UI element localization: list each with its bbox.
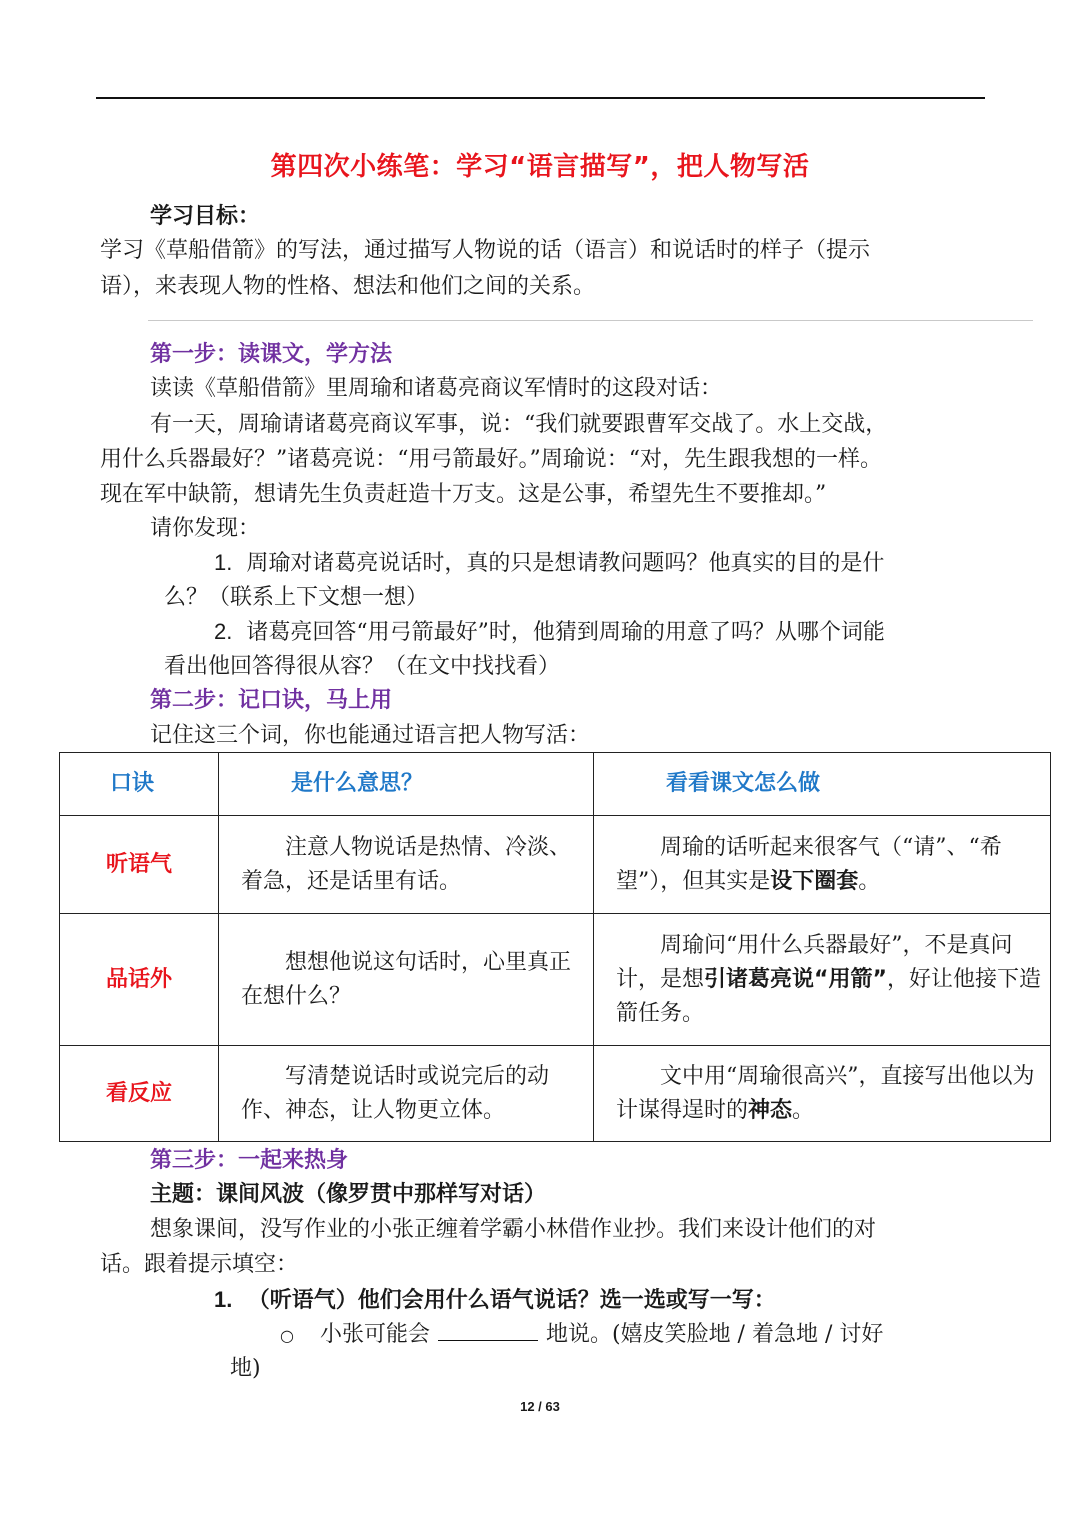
header-meaning: 是什么意思？	[219, 753, 594, 816]
row-example-cell	[594, 1046, 1051, 1142]
question-1-text: 周瑜对诸葛亮说话时，真的只是想请教问题吗？他真实的目的是什	[246, 551, 885, 576]
row-example	[594, 929, 1050, 1031]
step2-heading: 第二步：记口诀，马上用	[150, 688, 393, 713]
step2-intro: 记住这三个词，你也能通过语言把人物写活：	[150, 723, 591, 748]
question-2-line-2: 看出他回答得很从容？（在文中找找看）	[164, 654, 561, 679]
row-key: 听语气	[60, 816, 219, 914]
question-2-text: 诸葛亮回答“用弓箭最好”时，他猜到周瑜的用意了吗？从哪个词能	[246, 620, 885, 645]
fill-item-1	[214, 1283, 776, 1318]
tips-table	[59, 752, 1051, 1142]
fill-item-number: 1.	[214, 1287, 233, 1312]
row-key: 品话外	[60, 914, 219, 1046]
fill-blank[interactable]	[438, 1318, 538, 1341]
question-1	[214, 546, 884, 581]
example-highlight: 引诸葛亮说“用箭”	[704, 966, 887, 992]
example-text: 周瑜的话听起来很客气（“请”、“希望”），但其实是	[616, 834, 1002, 894]
question-1-number: 1.	[214, 550, 233, 575]
question-1-line-2: 么？（联系上下文想一想）	[164, 585, 429, 610]
page-number: 12 / 63	[520, 1399, 560, 1414]
goal-line-1: 学习《草船借箭》的写法，通过描写人物说的话（语言）和说话时的样子（提示	[100, 238, 871, 263]
row-example-cell	[594, 914, 1051, 1046]
row-meaning: 想想他说这句话时，心里真正在想什么？	[241, 949, 572, 1009]
fill-sub-prefix: 小张可能会	[319, 1322, 430, 1347]
row-meaning: 写清楚说话时或说完后的动作、神态，让人物更立体。	[241, 1063, 550, 1123]
example-highlight: 设下圈套	[770, 868, 859, 894]
row-example	[594, 1060, 1050, 1128]
fill-item-text: （听语气）他们会用什么语气说话？选一选或写一写：	[247, 1288, 776, 1313]
example-text: 周瑜问“用什么兵器最好”，不是真问计，是想	[616, 932, 1013, 992]
table-row	[60, 816, 1051, 914]
step3-theme: 主题：课间风波（像罗贯中那样写对话）	[150, 1182, 547, 1207]
step1-heading: 第一步：读课文，学方法	[150, 342, 393, 367]
example-highlight: 神态	[748, 1097, 793, 1123]
top-rule	[96, 97, 985, 99]
goal-heading: 学习目标：	[150, 204, 261, 229]
row-example-cell	[594, 816, 1051, 914]
bullet-circle-icon: ○	[280, 1326, 294, 1345]
step1-quote-line-2: 用什么兵器最好？”诸葛亮说：“用弓箭最好。”周瑜说：“对，先生跟我想的一样。	[100, 447, 882, 472]
question-2-number: 2.	[214, 619, 233, 644]
goal-line-2: 语），来表现人物的性格、想法和他们之间的关系。	[100, 274, 596, 299]
step1-intro: 读读《草船借箭》里周瑜和诸葛亮商议军情时的这段对话：	[150, 376, 723, 401]
row-key: 看反应	[60, 1046, 219, 1142]
step3-line-1: 想象课间，没写作业的小张正缠着学霸小林借作业抄。我们来设计他们的对	[150, 1217, 877, 1242]
header-key: 口诀	[60, 753, 219, 816]
example-text-end: ，好让他接下造箭任务。	[616, 966, 1041, 1026]
step3-line-2: 话。跟着提示填空：	[100, 1252, 299, 1277]
fill-sub-options: 地说。(嬉皮笑脸地 / 着急地 / 讨好	[545, 1322, 884, 1347]
row-example	[594, 831, 1050, 899]
header-example: 看看课文怎么做	[594, 753, 1051, 816]
row-meaning-cell	[219, 914, 594, 1046]
step1-quote-line-3: 现在军中缺箭，想请先生负责赶造十万支。这是公事，希望先生不要推却。”	[100, 482, 827, 507]
step1-discover: 请你发现：	[150, 516, 261, 541]
section-divider	[148, 320, 1033, 321]
example-text-end: 。	[792, 1097, 815, 1123]
table-row	[60, 1046, 1051, 1142]
example-text: 文中用“周瑜很高兴”，直接写出他以为计谋得逞时的	[616, 1063, 1035, 1123]
step1-quote-line-1: 有一天，周瑜请诸葛亮商议军事，说：“我们就要跟曹军交战了。水上交战，	[150, 412, 888, 437]
step3-heading: 第三步：一起来热身	[150, 1148, 349, 1173]
question-2	[214, 615, 885, 650]
table-header-row	[60, 753, 1051, 816]
example-text-end: 。	[858, 868, 881, 894]
fill-sub-item	[280, 1318, 883, 1353]
table-row	[60, 914, 1051, 1046]
row-meaning-cell	[219, 1046, 594, 1142]
fill-sub-line-2: 地)	[230, 1356, 261, 1381]
page-title: 第四次小练笔：学习“语言描写”，把人物写活	[270, 152, 810, 182]
row-meaning: 注意人物说话是热情、冷淡、着急，还是话里有话。	[241, 834, 572, 894]
row-meaning-cell	[219, 816, 594, 914]
